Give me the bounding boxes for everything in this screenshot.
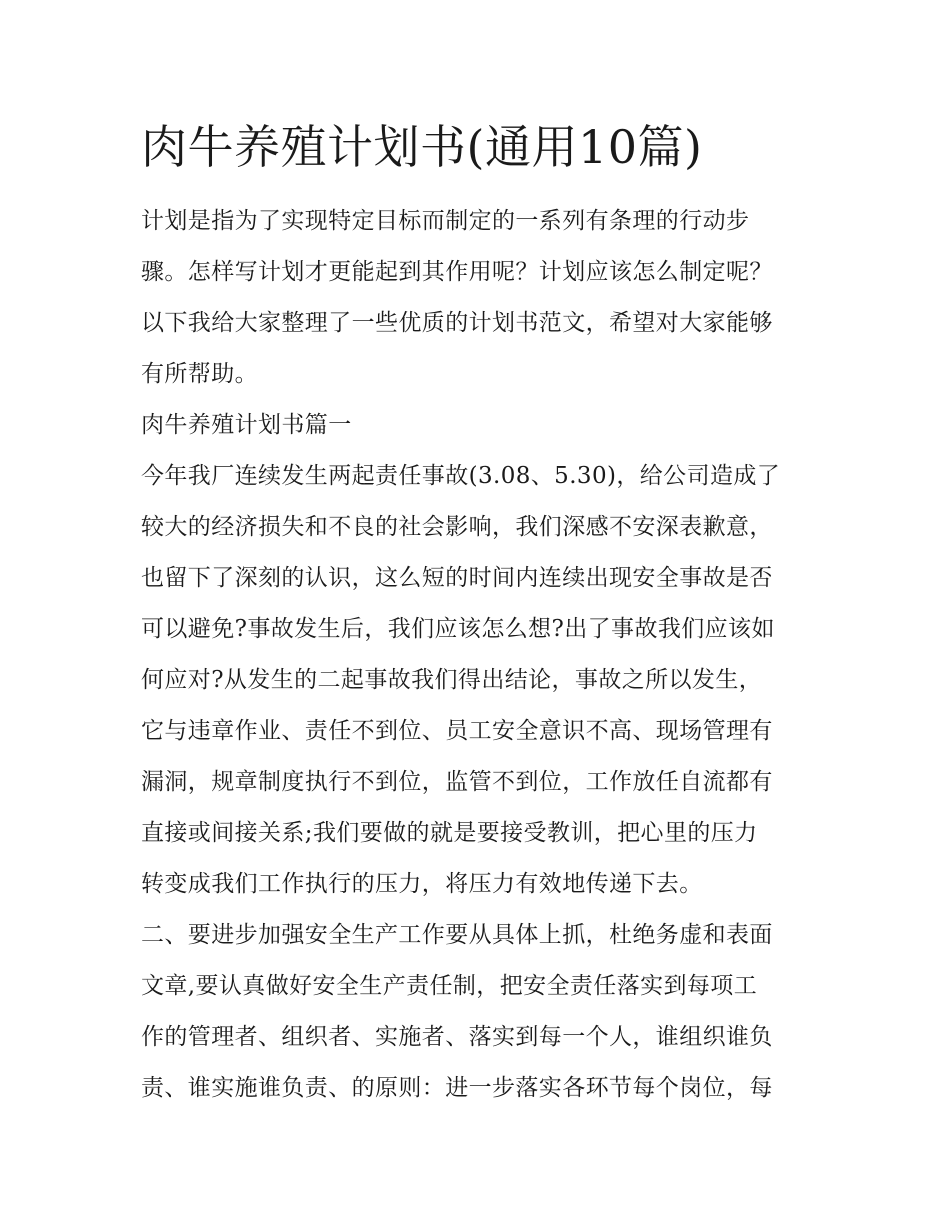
body-line: 它与违章作业、责任不到位、员工安全意识不高、现场管理有	[141, 718, 773, 744]
body-line: 直接或间接关系;我们要做的就是要接受教训，把心里的压力	[141, 820, 758, 846]
body-line: 责、谁实施谁负责、的原则：进一步落实各环节每个岗位，每	[141, 1075, 773, 1101]
document-body	[141, 196, 831, 1114]
body-line: 今年我厂连续发生两起责任事故(3.08、5.30)，给公司造成了	[141, 463, 781, 489]
body-line: 二、要进步加强安全生产工作要从具体上抓，杜绝务虚和表面	[141, 922, 773, 948]
body-line: 漏洞，规章制度执行不到位，监管不到位，工作放任自流都有	[141, 769, 773, 795]
body-line: 有所帮助。	[141, 361, 258, 387]
section-heading: 肉牛养殖计划书篇一	[141, 412, 352, 438]
body-line: 文章,要认真做好安全生产责任制，把安全责任落实到每项工	[141, 973, 758, 999]
body-line: 何应对?从发生的二起事故我们得出结论，事故之所以发生，	[141, 667, 763, 693]
body-line: 较大的经济损失和不良的社会影响，我们深感不安深表歉意，	[141, 514, 773, 540]
body-line: 骤。怎样写计划才更能起到其作用呢？计划应该怎么制定呢？	[141, 259, 773, 285]
body-line: 计划是指为了实现特定目标而制定的一系列有条理的行动步	[141, 208, 750, 234]
body-line: 转变成我们工作执行的压力，将压力有效地传递下去。	[141, 871, 703, 897]
body-line: 以下我给大家整理了一些优质的计划书范文，希望对大家能够	[141, 310, 773, 336]
body-line: 作的管理者、组织者、实施者、落实到每一个人，谁组织谁负	[141, 1024, 773, 1050]
document-title: 肉牛养殖计划书(通用10篇)	[141, 120, 703, 174]
body-line: 可以避免?事故发生后，我们应该怎么想?出了事故我们应该如	[141, 616, 775, 642]
body-line: 也留下了深刻的认识，这么短的时间内连续出现安全事故是否	[141, 565, 773, 591]
